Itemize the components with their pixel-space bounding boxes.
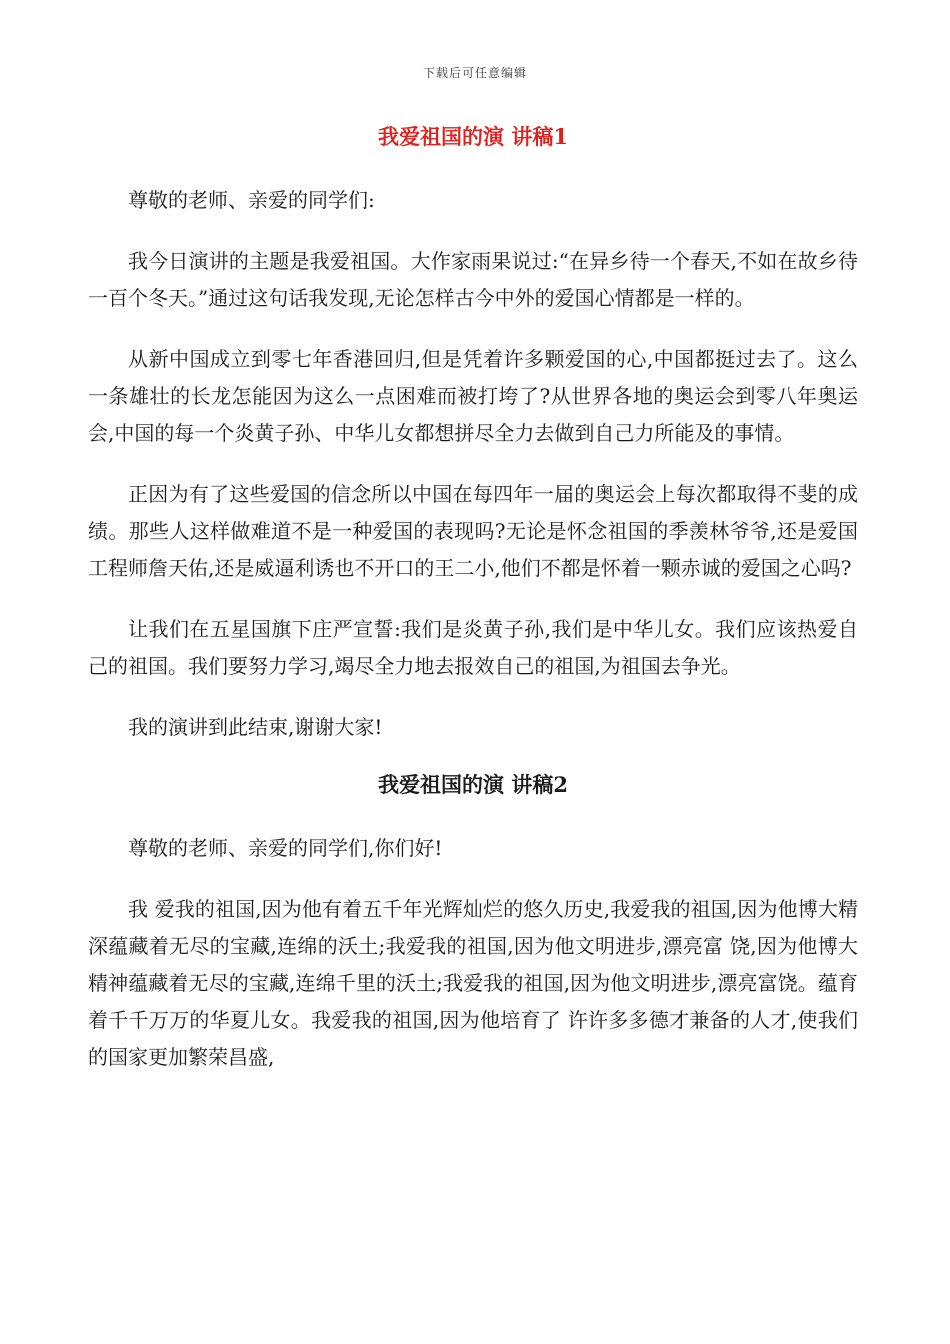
paragraph: 正因为有了这些爱国的信念所以中国在每四年一届的奥运会上每次都取得不斐的成绩。那些人这样做难道不是一种爱国的表现吗?无论是怀念祖国的季羡林爷爷,还是爱国工程师詹天佑,还是威逼利诱也不开口的王二小,他们不都是怀着一颗赤诚的爱国之心吗? [88, 482, 858, 580]
paragraph-closing-1: 我的演讲到此结束,谢谢大家! [128, 715, 383, 739]
paragraph: 我 爱我的祖国,因为他有着五千年光辉灿烂的悠久历史,我爱我的祖国,因为他博大精深蕴藏着无尽的宝藏,连绵的沃土;我爱我的祖国,因为他文明进步,漂亮富 饶,因为他博大精神蕴藏着无尽的宝藏,连绵千里的沃土;我爱我的祖国,因为他文明进步,漂亮富饶。蕴育着千千万万的华夏儿女。我爱我的祖国,因为他培育了 许许多多德才兼备的人才,使我们的国家更加繁荣昌盛, [88, 897, 858, 1069]
document-content [88, 118, 858, 1100]
paragraph: 从新中国成立到零七年香港回归,但是凭着许多颗爱国的心,中国都挺过去了。这么一条雄壮的长龙怎能因为这么一点困难而被打垮了?从世界各地的奥运会到零八年奥运会,中国的每一个炎黄子孙、中华儿女都想拼尽全力去做到自己力所能及的事情。 [88, 347, 858, 445]
section-title-2: 我爱祖国的演 讲稿2 [378, 772, 568, 797]
paragraph-greeting-1: 尊敬的老师、亲爱的同学们: [128, 188, 375, 212]
section-title-1: 我爱祖国的演 讲稿1 [378, 124, 568, 149]
paragraph: 我今日演讲的主题是我爱祖国。大作家雨果说过:“在异乡待一个春天,不如在故乡待一百个冬天。”通过这句话我发现,无论怎样古今中外的爱国心情都是一样的。 [88, 249, 858, 310]
paragraph: 让我们在五星国旗下庄严宣誓:我们是炎黄子孙,我们是中华儿女。我们应该热爱自己的祖国。我们要努力学习,竭尽全力地去报效自己的祖国,为祖国去争光。 [88, 617, 858, 678]
paragraph-greeting-2: 尊敬的老师、亲爱的同学们,你们好! [128, 836, 443, 860]
header-note: 下载后可任意编辑 [422, 66, 527, 80]
